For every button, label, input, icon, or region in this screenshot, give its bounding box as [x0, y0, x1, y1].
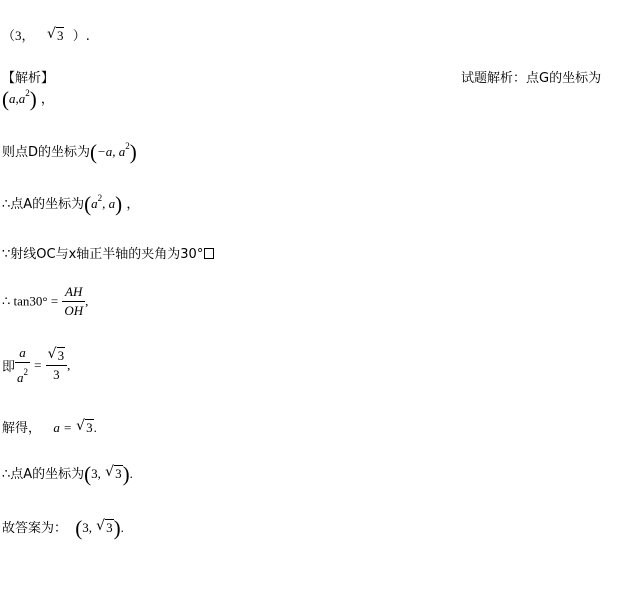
ray-line: ∵射线OC与x轴正半轴的夹角为30°	[2, 243, 214, 262]
final-answer-line: 故答案为： (3, √ 3).	[2, 516, 124, 540]
sqrt3-over-3: √ 3 3	[46, 347, 68, 384]
coord-a-line: ∴点A的坐标为(3, √ 3).	[2, 462, 133, 486]
tan-line: ∴ tan30° = $\frac{AH}{OH}$ ,	[2, 284, 89, 318]
g-coordinate: $(a,a^2)$ ，	[2, 87, 54, 111]
ji-line: 即 $\frac{a}{a^2}$ = √ 3 3 ,	[2, 345, 71, 385]
answer-line: （3， √ 3 ）.	[2, 26, 90, 44]
missing-glyph-box	[204, 248, 214, 259]
sqrt-3: √ 3	[46, 26, 64, 43]
a-over-a2: $\frac{a}{a^2}$	[17, 345, 29, 385]
solve-line: 解得， a = √ 3.	[2, 418, 97, 436]
analysis-intro: 试题解析：点G的坐标为	[461, 71, 602, 86]
analysis-header: 【解析】	[2, 71, 55, 86]
tan-fraction: $\frac{AH}{OH}$	[64, 284, 84, 318]
point-a-line: ∴点A的坐标为($a^2$, a) ，	[2, 192, 140, 216]
point-d-line: 则点D的坐标为(−a, $a^2$)	[2, 140, 137, 164]
